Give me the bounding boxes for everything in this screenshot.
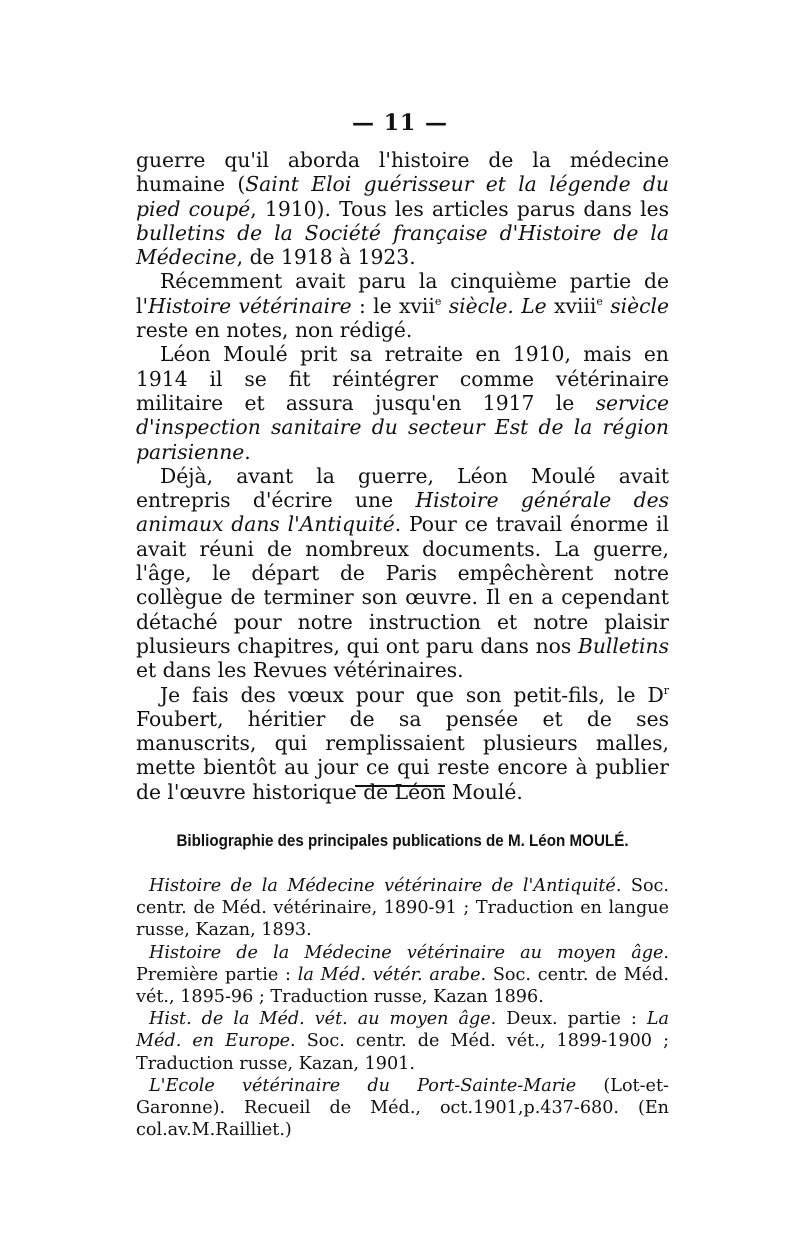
bibliography-entry: Histoire de la Médecine vétérinaire de l'Antiquité. Soc. centr. de Méd. vétérinaire, 1890-91 ; Traduction en langue russe, Kazan, 1893. bbox=[136, 876, 669, 941]
bibliography-entry: Hist. de la Méd. vét. au moyen âge. Deux. partie : La Méd. en Europe. Soc. centr. de Méd. vét., 1899-1900 ; Traduction russe, Kazan, 1901. bbox=[136, 1009, 670, 1074]
paragraph: Récemment avait paru la cinquième partie de l'Histoire vétérinaire : le xvii$^e$ siècle. Le xviii$^e$ siècle reste en notes, non rédigé. bbox=[136, 269, 669, 343]
page-number: — 11 — bbox=[352, 110, 448, 136]
paragraph: Léon Moulé prit sa retraite en 1910, mais en 1914 il se fit réintégrer comme vétérinaire militaire et assura jusqu'en 1917 le service d'inspection sanitaire du secteur Est de la région parisienne. bbox=[136, 342, 669, 464]
bibliography-list bbox=[136, 875, 669, 1141]
paragraph: guerre qu'il aborda l'histoire de la médecine humaine (Saint Eloi guérisseur et la légende du pied coupé, 1910). Tous les articles parus dans les bulletins de la Société française d'Histoire de la Médecine, de 1918 à 1923. bbox=[136, 148, 669, 270]
paragraph: Je fais des vœux pour que son petit-fils, le $D^r$ Foubert, héritier de sa pensée et de ses manuscrits, qui remplissaient plusieurs malles, mette bientôt au jour ce qui reste encore à publier de l'œuvre historique de Léon Moulé. bbox=[136, 682, 669, 804]
bibliography-entry: L'Ecole vétérinaire du Port-Sainte-Marie (Lot-et-Garonne). Recueil de Méd., oct.1901,p.437-680. (En col.av.M.Railliet.) bbox=[136, 1075, 669, 1141]
bibliography-heading: Bibliographie des principales publications de M. Léon MOULÉ. bbox=[176, 832, 629, 850]
body-text bbox=[136, 148, 669, 804]
bibliography-entry: Histoire de la Médecine vétérinaire au moyen âge. Première partie : la Méd. vétér. arabe. Soc. centr. de Méd. vét., 1895-96 ; Traduction russe, Kazan 1896. bbox=[136, 942, 670, 1008]
section-divider bbox=[355, 785, 445, 787]
paragraph: Déjà, avant la guerre, Léon Moulé avait entrepris d'écrire une Histoire générale des animaux dans l'Antiquité. Pour ce travail énorme il avait réuni de nombreux documents. La guerre, l'âge, le départ de Paris empêchèrent notre collègue de terminer son œuvre. Il en a cependant détaché pour notre instruction et notre plaisir plusieurs chapitres, qui ont paru dans nos Bulletins et dans les Revues vétérinaires. bbox=[136, 463, 669, 683]
